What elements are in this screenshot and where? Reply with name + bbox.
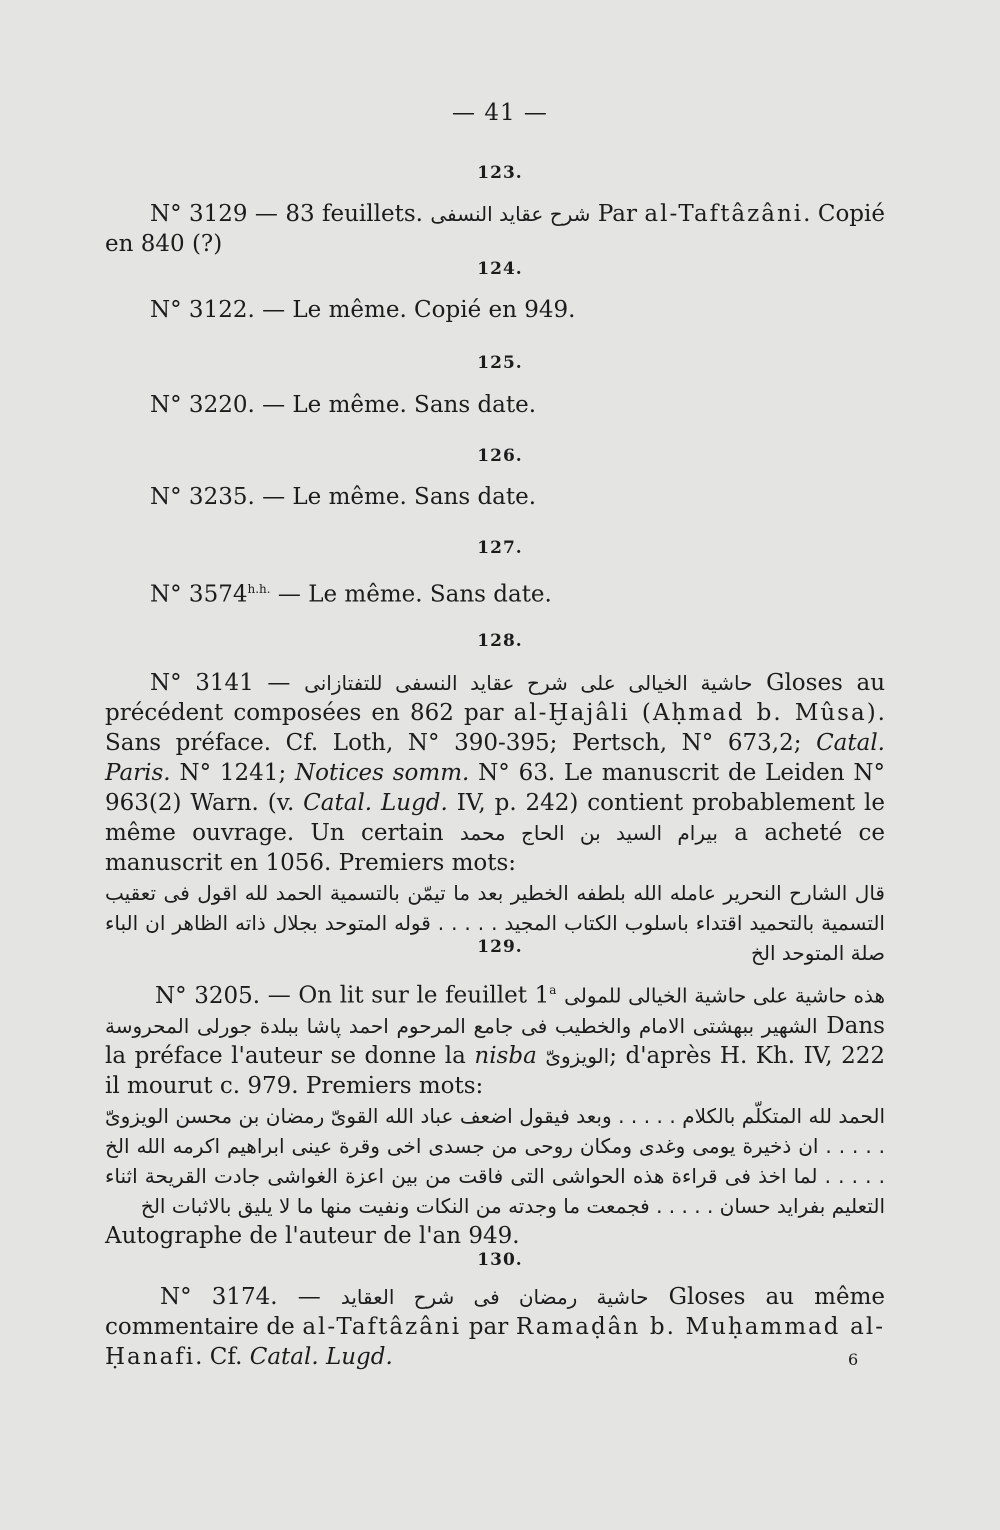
entry-text: Gloses au précédent composées en 862 par xyxy=(105,670,886,726)
entry-125: N° 3220. — Le même. Sans date. xyxy=(150,392,537,418)
entry-number: 130. xyxy=(477,1250,523,1270)
citation-title: Catal. Paris. xyxy=(105,730,885,786)
citation-title: Catal. Lugd. xyxy=(303,790,448,816)
arabic-incipit: الحمد لله المتكلّم بالكلام . . . . . وبعد فيقول اضعف عباد الله القوىّ رمضان بن محسن الويزوىّ . . . . . ان ذخيرة يومى وغدى ومكان روحى من جسدى اخى وقرة عينى ابراهيم اكرمه الله الخ . . . . . لما اخذ فى قراءة هذه الحواشى التى فاقت من بين اعزة الغواشى جادت القريحة اثناء التعليم بفرايد حسان . . . . . فجمعت ما وجدته من النكات ونفيت منها ما لا يليق بالاثبات الخ xyxy=(105,1103,885,1218)
entry-text: — Le même. Sans date. xyxy=(270,581,552,608)
entry-129 xyxy=(105,975,885,1251)
entry-text: IV, p. 242) contient probablement le même ouvrage. Un certain xyxy=(105,790,886,846)
arabic-name: بيرام السيد بن الحاج محمد xyxy=(459,821,718,845)
entry-number: 125. xyxy=(477,353,523,373)
superscript: a xyxy=(549,983,557,997)
entry-text: Gloses au même commentaire de xyxy=(105,1284,886,1340)
entry-text: a acheté ce manuscrit en 1056. Premiers mots: xyxy=(105,820,885,876)
manuscript-number: N° 3205. xyxy=(155,982,261,1009)
signature-mark: 6 xyxy=(848,1350,859,1369)
entry-text: Dans la préface l'auteur se donne la xyxy=(105,1012,885,1069)
entry-text: . Cf. xyxy=(195,1344,250,1370)
entry-127 xyxy=(150,574,930,610)
entry-number: 128. xyxy=(477,631,523,651)
entry-text: Autographe de l'auteur de l'an 949. xyxy=(105,1222,520,1249)
manuscript-number: N° 3174. — xyxy=(160,1284,321,1310)
citation-title: Notices somm. xyxy=(295,760,470,786)
entry-text: — 83 feuillets. xyxy=(247,201,431,227)
entry-text: N° 1241; xyxy=(170,760,296,786)
entry-text: Par xyxy=(590,201,645,227)
page-number: — 41 — xyxy=(452,100,548,126)
entry-128 xyxy=(105,668,885,968)
entry-number: 129. xyxy=(477,937,523,957)
entry-text: — On lit sur le feuillet 1 xyxy=(260,982,550,1009)
entry-text: . Copié en 840 (?) xyxy=(105,201,885,257)
entry-text: . Sans préface. Cf. Loth, N° 390-395; Pertsch, N° 673,2; xyxy=(105,700,885,756)
entry-130 xyxy=(105,1282,885,1372)
entry-126: N° 3235. — Le même. Sans date. xyxy=(150,484,537,510)
superscript: h.h. xyxy=(247,582,271,596)
arabic-title: حاشية الخيالى على شرح عقايد النسفى للتفتازانى xyxy=(304,671,753,695)
entry-number: 126. xyxy=(477,446,523,466)
arabic-nisba: الويزوىّ xyxy=(545,1043,610,1068)
arabic-title: شرح عقايد النسفى xyxy=(430,202,591,226)
entry-text: ; d'après H. Kh. IV, 222 il mourut c. 979. Premiers mots: xyxy=(105,1042,885,1099)
arabic-title: حاشية رمضان فى شرح العقايد xyxy=(340,1285,649,1309)
entry-text: N° 63. Le manuscrit de Leiden N° 963(2) Warn. (v. xyxy=(105,760,885,816)
entry-text: par xyxy=(461,1314,516,1340)
entry-124: N° 3122. — Le même. Copié en 949. xyxy=(150,297,576,323)
entry-123 xyxy=(105,199,885,259)
citation-title: Catal. Lugd. xyxy=(249,1344,393,1370)
entry-number: 124. xyxy=(477,259,523,279)
manuscript-number: N° 3141 — xyxy=(150,670,291,696)
manuscript-number: N° 3574 xyxy=(150,581,248,608)
author-name: al-Taftâzâni xyxy=(644,201,804,227)
term-italic: nisba xyxy=(474,1042,537,1069)
author-name: Ramaḍân b. Muḥammad al-Ḥanafi xyxy=(105,1314,885,1370)
manuscript-number: N° 3129 xyxy=(150,201,248,227)
entry-number: 127. xyxy=(477,538,523,558)
author-name: al-Ḫajâli (Aḥmad b. Mûsa) xyxy=(513,700,878,726)
author-name: al-Taftâzâni xyxy=(302,1314,462,1340)
arabic-inscription: هذه حاشية على حاشية الخيالى للمولى الشهير ببهشتى الامام والخطيب فى جامع المرحوم احمد پاشا ببلدة جورلى المحروسة xyxy=(105,983,885,1038)
entry-number: 123. xyxy=(477,163,523,183)
arabic-incipit: قال الشارح النحرير عامله الله بلطفه الخطير بعد ما تيمّن بالتسمية الحمد لله اقول فى تعقيب التسمية بالتحميد اقتداء باسلوب الكتاب المجيد . . . . . قوله المتوحد بجلال ذاته الظاهر ان الباء صلة المتوحد الخ xyxy=(105,881,885,965)
